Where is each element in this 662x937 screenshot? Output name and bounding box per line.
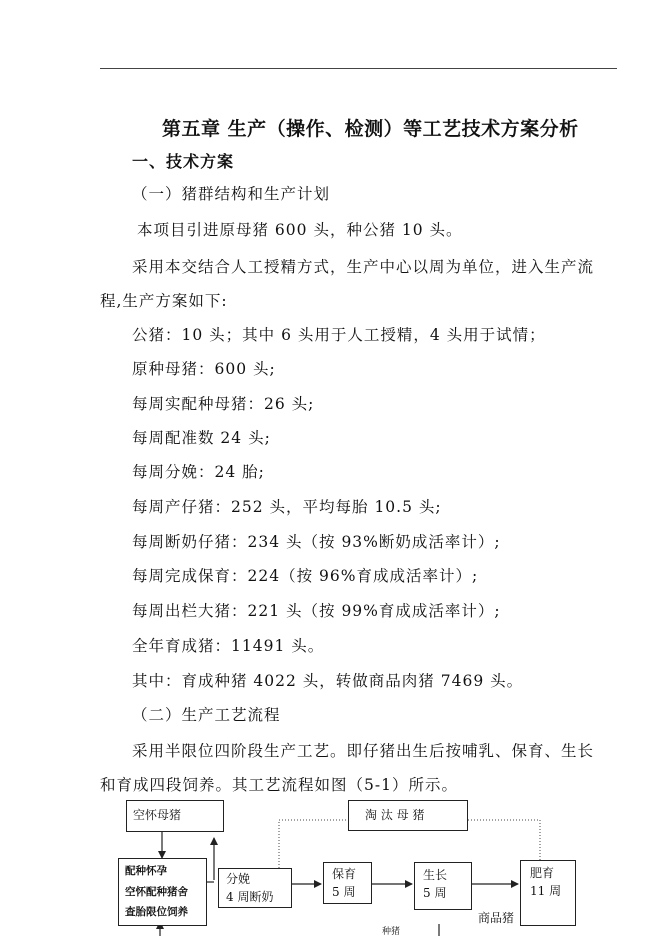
plan-item: 每周实配种母猪：26 头; — [132, 395, 315, 413]
nursery-line-2: 5 周 — [332, 885, 356, 899]
paragraph-2-line-2: 程,生产方案如下: — [100, 292, 228, 310]
plan-item: 每周完成保育：224（按 96%育成成活率计）; — [132, 567, 479, 585]
farrowing-box — [218, 868, 292, 908]
paragraph-3-line-2: 和育成四段饲养。其工艺流程如图（5-1）所示。 — [100, 776, 458, 794]
paragraph-2-line-1: 采用本交结合人工授精方式，生产中心以周为单位，进入生产流 — [132, 258, 595, 276]
breeding-line-3: 查胎限位饲养 — [125, 906, 188, 918]
empty-sow-label: 空怀母猪 — [133, 808, 182, 822]
plan-item: 全年育成猪：11491 头。 — [132, 637, 325, 655]
farrowing-line-1: 分娩 — [226, 872, 251, 886]
finishing-line-1: 肥育 — [530, 866, 555, 880]
nursery-box — [323, 862, 372, 904]
dotted-culled-line-right — [468, 820, 540, 860]
growing-line-2: 5 周 — [423, 886, 447, 900]
culled-sow-box — [348, 800, 468, 831]
breeding-line-2: 空怀配种猪舍 — [125, 886, 188, 898]
nursery-line-1: 保育 — [332, 867, 357, 881]
market-pig-label: 商品猪 — [478, 911, 515, 925]
plan-item: 每周配准数 24 头; — [132, 429, 271, 447]
section-title: 一、技术方案 — [132, 152, 235, 171]
growing-box — [414, 862, 472, 910]
partial-label: 种猪 — [382, 927, 401, 937]
subsection-title-1: （一）猪群结构和生产计划 — [132, 185, 331, 203]
finishing-line-2: 11 周 — [530, 884, 562, 898]
dotted-culled-line — [279, 820, 348, 868]
paragraph-3-line-1: 采用半限位四阶段生产工艺。即仔猪出生后按哺乳、保育、生长 — [132, 742, 595, 760]
plan-item: 每周分娩：24 胎; — [132, 463, 265, 481]
plan-item: 每周产仔猪：252 头，平均每胎 10.5 头; — [132, 498, 442, 516]
empty-sow-box — [126, 800, 224, 832]
paragraph-1: 本项目引进原母猪 600 头，种公猪 10 头。 — [137, 221, 463, 239]
culled-sow-label: 淘 汰 母 猪 — [365, 808, 425, 822]
farrowing-line-2: 4 周断奶 — [226, 890, 274, 904]
plan-item: 每周出栏大猪：221 头（按 99%育成成活率计）; — [132, 602, 501, 620]
plan-item: 每周断奶仔猪：234 头（按 93%断奶成活率计）; — [132, 533, 501, 551]
plan-item: 其中：育成种猪 4022 头，转做商品肉猪 7469 头。 — [132, 672, 524, 690]
chapter-title: 第五章 生产（操作、检测）等工艺技术方案分析 — [162, 118, 579, 140]
growing-line-1: 生长 — [423, 868, 448, 882]
subsection-title-2: （二）生产工艺流程 — [132, 706, 281, 724]
plan-item: 原种母猪：600 头; — [132, 360, 276, 378]
breeding-box — [118, 858, 207, 926]
breeding-line-1: 配种怀孕 — [125, 865, 167, 877]
plan-item: 公猪：10 头；其中 6 头用于人工授精，4 头用于试情； — [132, 326, 546, 344]
finishing-box — [520, 860, 576, 926]
